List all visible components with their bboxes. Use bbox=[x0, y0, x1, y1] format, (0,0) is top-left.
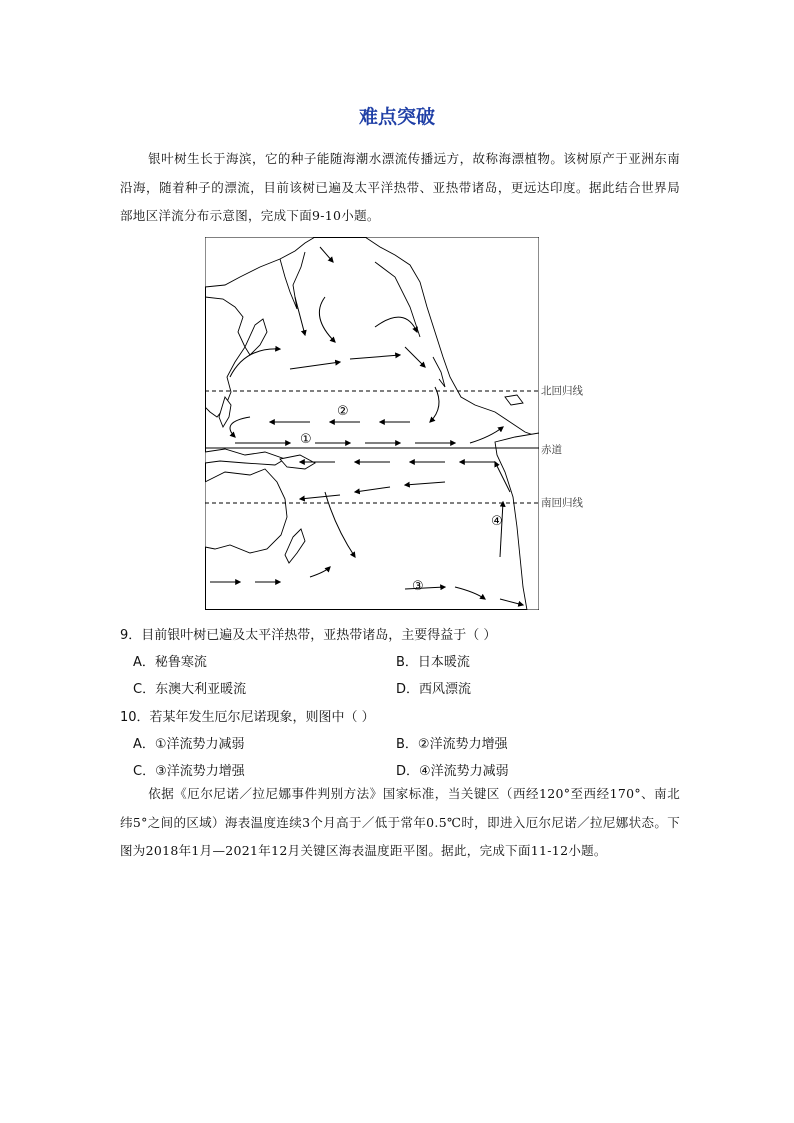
ocean-current-map bbox=[205, 237, 539, 610]
question-10-option-a[interactable]: A．①洋流势力减弱 bbox=[133, 737, 245, 752]
question-10-option-c[interactable]: C．③洋流势力增强 bbox=[133, 764, 245, 779]
intro-paragraph bbox=[120, 145, 680, 231]
current-label-3: ③ bbox=[412, 579, 424, 594]
el-nino-paragraph bbox=[120, 780, 680, 866]
current-label-2: ② bbox=[337, 404, 349, 419]
question-10-option-b[interactable]: B．②洋流势力增强 bbox=[396, 737, 508, 752]
equator-label: 赤道 bbox=[541, 444, 562, 456]
question-10-stem: 10．若某年发生厄尔尼诺现象，则图中（ ） bbox=[120, 710, 375, 725]
current-label-1: ① bbox=[300, 432, 312, 447]
question-9-stem: 9．目前银叶树已遍及太平洋热带，亚热带诸岛，主要得益于（ ） bbox=[120, 628, 497, 643]
question-9-option-d[interactable]: D．西风漂流 bbox=[396, 682, 472, 697]
question-10-option-d[interactable]: D．④洋流势力减弱 bbox=[396, 764, 509, 779]
el-nino-text: 依据《厄尔尼诺／拉尼娜事件判别方法》国家标准，当关键区（西经120°至西经170°、南北纬5°之间的区域）海表温度连续3个月高于／低于常年0.5℃时，即进入厄尔尼诺／拉尼娜状态。下图为2018年1月—2021年12月关键区海表温度距平图。据此，完成下面11-12小题。 bbox=[120, 786, 680, 858]
intro-text: 银叶树生长于海滨，它的种子能随海潮水漂流传播远方，故称海漂植物。该树原产于亚洲东南沿海，随着种子的漂流，目前该树已遍及太平洋热带、亚热带诸岛，更远达印度。据此结合世界局部地区洋流分布示意图，完成下面9-10小题。 bbox=[120, 151, 680, 223]
page-title: 难点突破 bbox=[358, 106, 435, 128]
current-label-4: ④ bbox=[491, 514, 503, 529]
question-9-option-b[interactable]: B．日本暖流 bbox=[396, 655, 470, 670]
question-9-option-a[interactable]: A．秘鲁寒流 bbox=[133, 655, 207, 670]
australia bbox=[205, 469, 287, 553]
question-9-option-c[interactable]: C．东澳大利亚暖流 bbox=[133, 682, 247, 697]
tropic-of-cancer-label: 北回归线 bbox=[541, 385, 583, 397]
tropic-of-capricorn-label: 南回归线 bbox=[541, 497, 583, 509]
